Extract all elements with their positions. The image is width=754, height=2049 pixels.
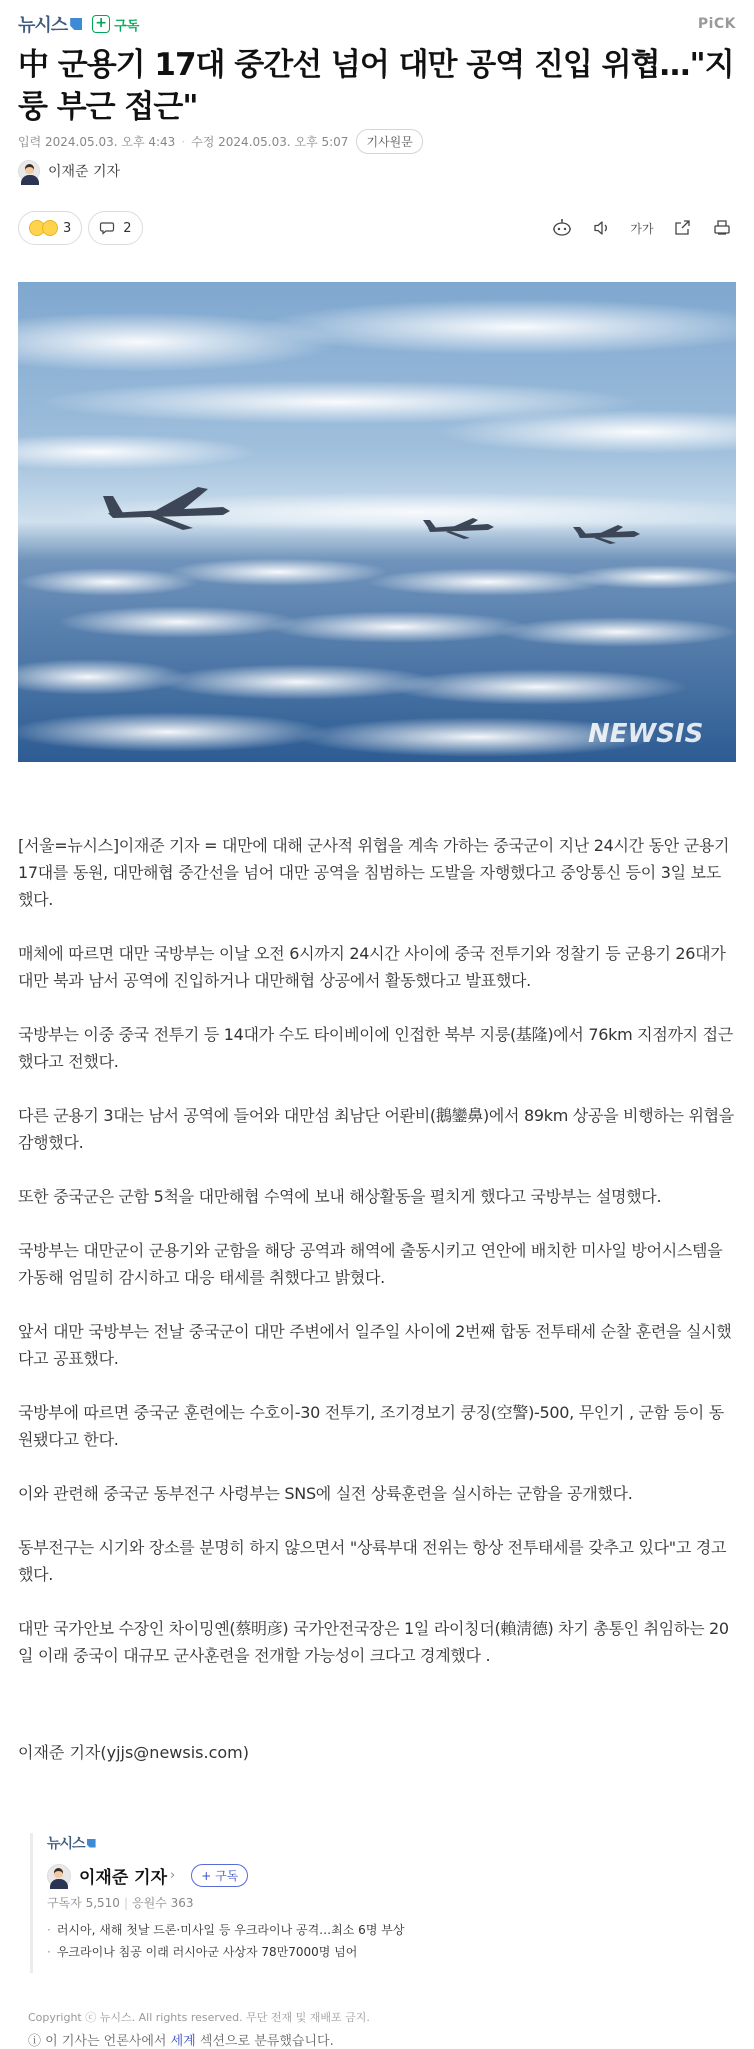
card-subscribe-button[interactable]: + 구독 [191, 1864, 248, 1887]
article-title: 中 군용기 17대 중간선 넘어 대만 공역 진입 위협…"지룽 부근 접근" [18, 47, 734, 125]
card-press-logo[interactable] [47, 1833, 720, 1853]
section-link[interactable]: 세계 [170, 2034, 196, 2049]
card-author-row [47, 1863, 720, 1888]
author-avatar-icon[interactable] [47, 1864, 71, 1888]
input-time: 2024.05.03. 오후 4:43 [45, 135, 176, 149]
card-press-logo-text: 뉴시스 [47, 1836, 85, 1852]
reaction-bar [18, 211, 149, 245]
modified-label: 수정 [191, 135, 215, 149]
reporter-email: 이재준 기자(yjjs@newsis.com) [18, 1743, 249, 1762]
article-photo[interactable] [18, 282, 736, 762]
comment-button[interactable] [88, 211, 142, 245]
paragraph: 앞서 대만 국방부는 전날 중국군이 대만 주변에서 일주일 사이에 2번째 합동 전투태세 순찰 훈련을 실시했다고 공표했다. [18, 1322, 732, 1368]
meta-separator: · [181, 134, 186, 149]
emoji-icon [42, 220, 58, 236]
paragraph: 다른 군용기 3대는 남서 공역에 들어와 대만섬 최남단 어롼비(鵝鑾鼻)에서 89km 상공을 비행하는 위협을 감행했다. [18, 1106, 734, 1152]
reporter-avatar-icon [18, 160, 40, 182]
reaction-count: 3 [63, 220, 72, 236]
card-stats: 구독자 5,510 | 응원수 363 [47, 1896, 194, 1910]
byline[interactable] [18, 160, 120, 182]
paragraph: 국방부는 대만군이 군용기와 군함을 해당 공역과 해역에 출동시키고 연안에 배치한 미사일 방어시스템을 가동해 엄밀히 감시하고 대응 태세를 취했다고 밝혔다. [18, 1241, 723, 1287]
input-label: 입력 [18, 135, 42, 149]
font-size-icon: 가가 [630, 221, 654, 236]
original-article-link[interactable]: 기사원문 [356, 129, 422, 154]
print-icon [712, 219, 732, 237]
author-card [30, 1833, 720, 1973]
paragraph: 국방부에 따르면 중국군 훈련에는 수호이-30 전투기, 조기경보기 쿵징(空警)-500, 무인기 , 군함 등이 동원됐다고 한다. [18, 1403, 724, 1449]
print-button[interactable] [708, 214, 736, 242]
classify-suffix: 섹션으로 분류했습니다. [199, 2034, 334, 2049]
reporter-name: 이재준 기자 [48, 164, 121, 180]
modified-time: 2024.05.03. 오후 5:07 [218, 135, 349, 149]
chevron-right-icon: › [170, 1868, 176, 1883]
paragraph: 이와 관련해 중국군 동부전구 사령부는 SNS에 실전 상륙훈련을 실시하는 군함을 공개했다. [18, 1484, 633, 1503]
subscriber-count: 구독자 5,510 [47, 1896, 120, 1910]
share-icon [672, 219, 692, 237]
article-body [18, 832, 734, 1696]
photo-watermark: NEWSIS [588, 719, 704, 749]
robot-icon [551, 218, 573, 238]
comment-count: 2 [123, 220, 132, 236]
cheer-count: 응원수 363 [132, 1896, 194, 1910]
paragraph: 국방부는 이중 중국 전투기 등 14대가 수도 타이베이에 인접한 북부 지룽(基隆)에서 76km 지점까지 접근했다고 전했다. [18, 1025, 733, 1071]
classify-prefix: 이 기사는 언론사에서 [45, 2034, 167, 2049]
press-logo-mark-icon [70, 18, 82, 30]
subscribe-label: 구독 [114, 18, 140, 34]
reaction-button[interactable] [18, 211, 82, 245]
comment-icon [99, 220, 115, 236]
paragraph: 대만 국가안보 수장인 차이밍옌(蔡明彦) 국가안전국장은 1일 라이칭더(賴淸德) 차기 총통인 취임하는 20일 이래 중국이 대규모 군사훈련을 전개할 가능성이 크다고 경계했다 . [18, 1619, 729, 1665]
paragraph: 매체에 따르면 대만 국방부는 이날 오전 6시까지 24시간 사이에 중국 전투기와 정찰기 등 군용기 26대가 대만 북과 남서 공역에 진입하거나 대만해협 상공에서 활동했다고 발표했다. [18, 944, 726, 990]
paragraph: [서울=뉴시스]이재준 기자 = 대만에 대해 군사적 위협을 계속 가하는 중국군이 지난 24시간 동안 군용기 17대를 동원, 대만해협 중간선을 넘어 대만 공역을 침범하는 도발을 자행했다고 중앙통신 등이 3일 보도했다. [18, 836, 730, 909]
plus-icon: + [92, 15, 110, 33]
press-logo-mark-icon [87, 1839, 96, 1848]
pick-badge[interactable]: PiCK [697, 16, 736, 32]
related-article-link[interactable]: · 러시아, 새해 첫날 드론·미사일 등 우크라이나 공격…최소 6명 부상 [47, 1919, 720, 1941]
top-bar [18, 10, 736, 38]
subscribe-button[interactable] [92, 15, 139, 34]
summary-robot-button[interactable] [548, 214, 576, 242]
info-icon: ⓘ [28, 2034, 42, 2049]
copyright-notice: Copyright ⓒ 뉴시스. All rights reserved. 무단 전재 및 재배포 금지. [28, 2011, 370, 2024]
paragraph: 또한 중국군은 군함 5척을 대만해협 수역에 보내 해상활동을 펼치게 했다고 국방부는 설명했다. [18, 1187, 662, 1206]
paragraph: 동부전구는 시기와 장소를 분명히 하지 않으면서 "상륙부대 전위는 항상 전투태세를 갖추고 있다"고 경고했다. [18, 1538, 727, 1584]
related-articles [47, 1919, 720, 1963]
share-button[interactable] [668, 214, 696, 242]
section-classification [28, 2030, 334, 2049]
press-logo-text: 뉴시스 [18, 15, 68, 36]
press-logo[interactable] [18, 11, 82, 37]
article-tools [536, 214, 736, 242]
text-to-speech-button[interactable] [588, 214, 616, 242]
card-author-name[interactable]: 이재준 기자 [79, 1868, 168, 1888]
related-article-link[interactable]: · 우크라이나 침공 이래 러시아군 사상자 78만7000명 넘어 [47, 1941, 720, 1963]
article-meta [18, 129, 423, 154]
speaker-icon [592, 219, 612, 237]
font-size-button[interactable] [628, 214, 656, 242]
